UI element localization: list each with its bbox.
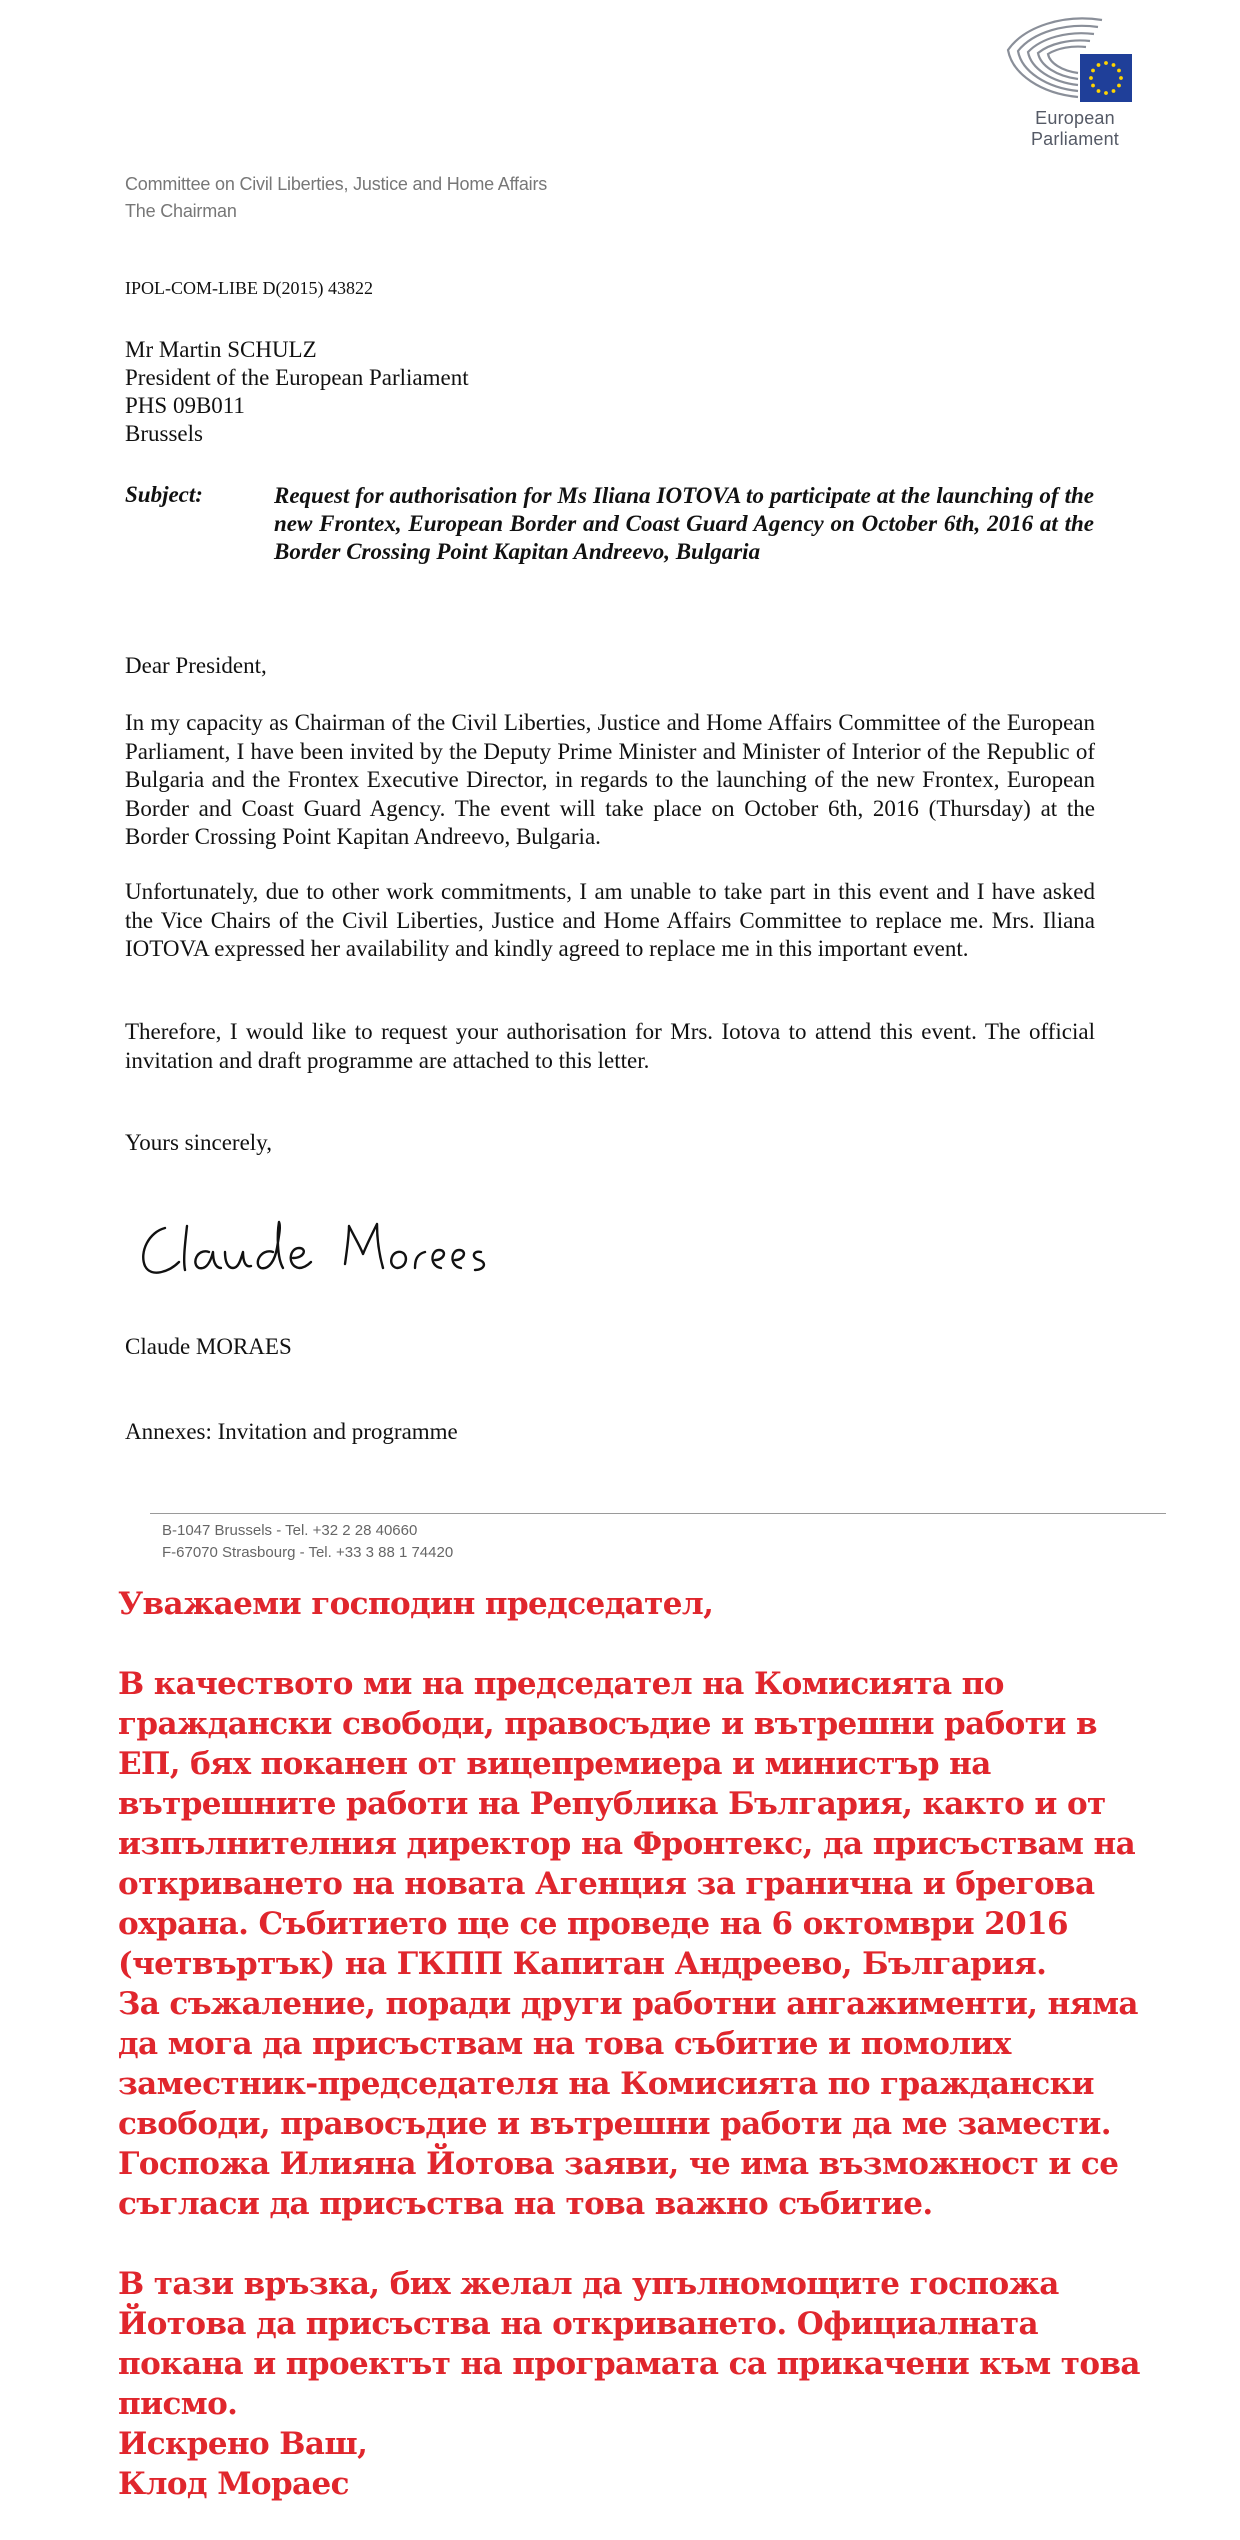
translation-closing: Искрено Ваш, xyxy=(118,2426,368,2462)
eu-star-icon xyxy=(1112,63,1116,67)
translation-paragraph-1: В качеството ми на председател на Комисията по граждански свободи, правосъдие и вътрешни работи в ЕП, бях поканен от вицепремиера и министър на вътрешните работи на Република България, както и от изпълнителния директор на Фронтекс, да присъствам на откриването на новата Агенция за гранична и брегова охрана. Събитието ще се проведе на 6 октомври 2016 (четвъртък) на ГКПП Капитан Андреево, България. xyxy=(118,1666,1136,1982)
translation-salutation: Уважаеми господин председател, xyxy=(118,1586,714,1622)
recipient-name: Mr Martin SCHULZ xyxy=(125,337,317,362)
eu-star-icon xyxy=(1091,69,1095,73)
handwritten-signature xyxy=(135,1208,505,1288)
eu-star-icon xyxy=(1091,84,1095,88)
eu-star-icon xyxy=(1117,69,1121,73)
footer-strasbourg: F-67070 Strasbourg - Tel. +33 3 88 1 74420 xyxy=(162,1544,454,1561)
closing: Yours sincerely, xyxy=(125,1130,272,1155)
footer-brussels: B-1047 Brussels - Tel. +32 2 28 40660 xyxy=(162,1522,418,1539)
footer-divider xyxy=(150,1513,1166,1514)
eu-star-icon xyxy=(1104,61,1108,65)
annexes-line: Annexes: Invitation and programme xyxy=(125,1419,458,1444)
chairman-role: The Chairman xyxy=(125,201,237,221)
body-paragraph-2: Unfortunately, due to other work commitments, I am unable to take part in this event and I have asked the Vice Chairs of the Civil Liberties, Justice and Home Affairs Committee to replace me. Mrs. Iliana IOTOVA expressed her availability and kindly agreed to replace me in this important event. xyxy=(125,879,1095,961)
eu-star-icon xyxy=(1097,89,1101,93)
reference-number: IPOL-COM-LIBE D(2015) 43822 xyxy=(125,278,373,298)
recipient-title: President of the European Parliament xyxy=(125,365,469,390)
eu-star-icon xyxy=(1104,91,1108,95)
signatory-name: Claude MORAES xyxy=(125,1334,292,1359)
translation-paragraph-2: За съжаление, поради други работни ангажименти, няма да мога да присъствам на това събитие и помолих заместник-председателя на Комисията по граждански свободи, правосъдие и вътрешни работи да ме замести. Госпожа Илияна Йотова заяви, че има възможност и се съгласи да присъства на това важно събитие. xyxy=(118,1986,1138,2222)
eu-star-icon xyxy=(1089,76,1093,80)
body-paragraph-3: Therefore, I would like to request your authorisation for Mrs. Iotova to attend this event. The official invitation and draft programme are attached to this letter. xyxy=(125,1019,1095,1073)
subject-label: Subject: xyxy=(125,482,203,507)
eu-star-icon xyxy=(1119,76,1123,80)
recipient-office: PHS 09B011 xyxy=(125,393,245,418)
eu-star-icon xyxy=(1112,89,1116,93)
translation-paragraph-3: В тази връзка, бих желал да упълномощите госпожа Йотова да присъства на откриването. Официалната покана и проектът на програмата са прикачени към това писмо. xyxy=(118,2266,1140,2422)
recipient-city: Brussels xyxy=(125,421,203,446)
logo-caption: European Parliament xyxy=(1030,108,1120,149)
salutation: Dear President, xyxy=(125,653,267,678)
committee-name: Committee on Civil Liberties, Justice and Home Affairs xyxy=(125,174,548,194)
eu-star-icon xyxy=(1117,84,1121,88)
eu-star-icon xyxy=(1097,63,1101,67)
body-paragraph-1: In my capacity as Chairman of the Civil Liberties, Justice and Home Affairs Committee of the European Parliament, I have been invited by the Deputy Prime Minister and Minister of Interior of the Republic of Bulgaria and the Frontex Executive Director, in regards to the launching of the new Frontex, European Border and Coast Guard Agency. The event will take place on October 6th, 2016 (Thursday) at the Border Crossing Point Kapitan Andreevo, Bulgaria. xyxy=(125,710,1095,849)
subject-text: Request for authorisation for Ms Iliana IOTOVA to participate at the launching of the new Frontex, European Border and Coast Guard Agency on October 6th, 2016 at the Border Crossing Point Kapitan Andreevo, Bulgaria xyxy=(274,483,1094,564)
translation-signatory: Клод Мораес xyxy=(118,2466,349,2502)
